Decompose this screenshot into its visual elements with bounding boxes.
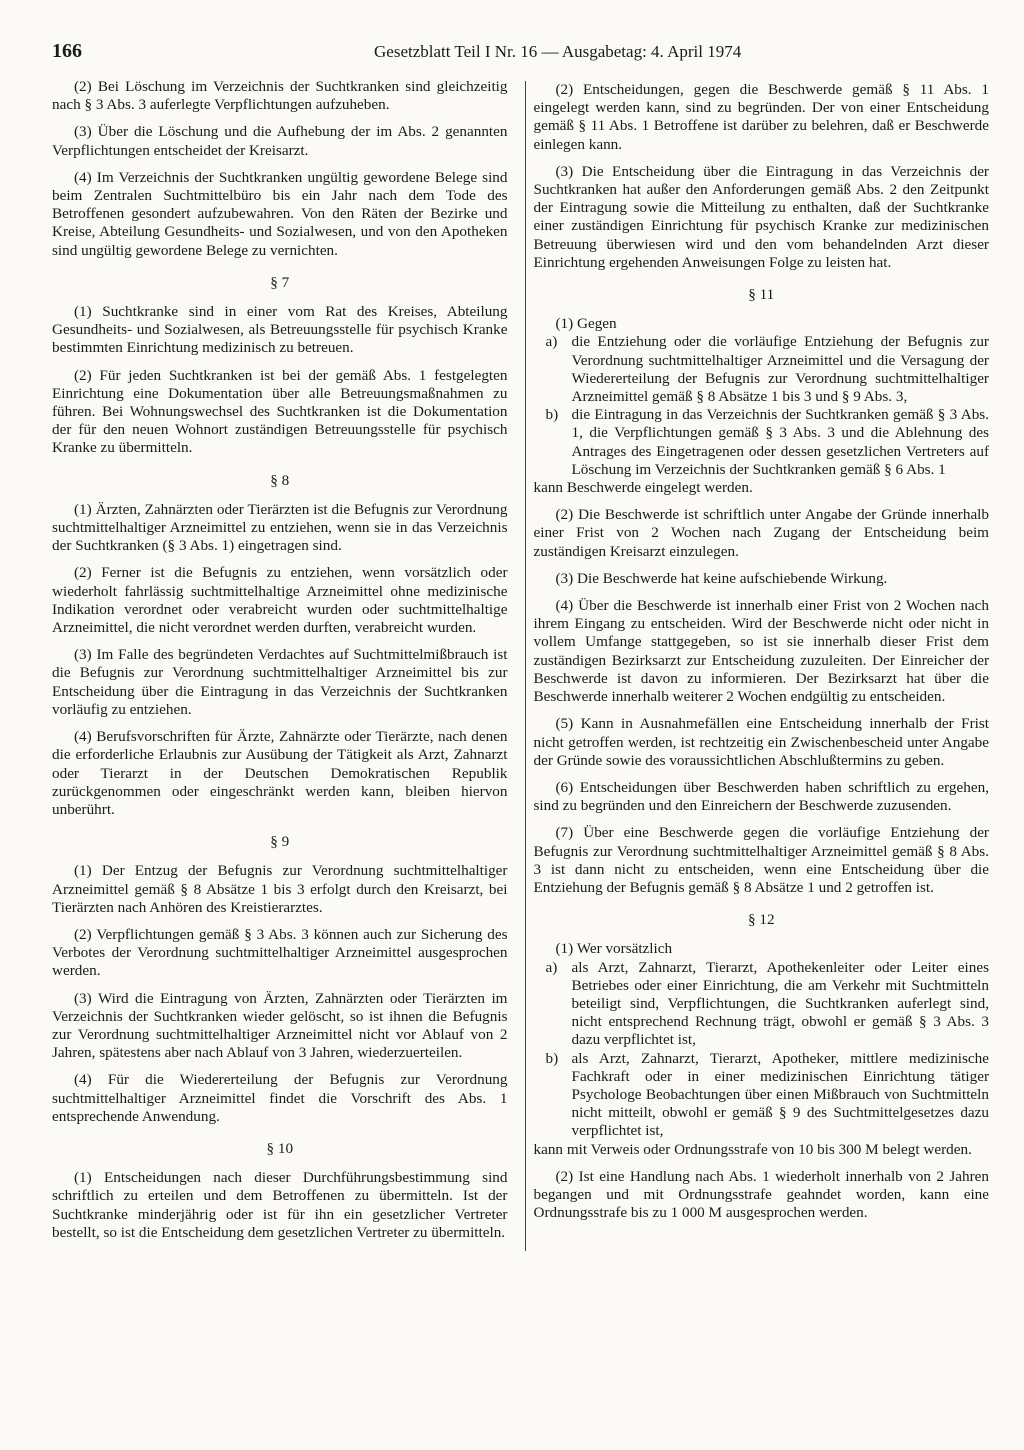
paragraph: (3) Die Entscheidung über die Eintragung in das Verzeichnis der Suchtkranken hat außer den Anforderungen gemäß Abs. 2 den Zeitpunkt der Eintragung sowie die Mitteilung zu enthalten, daß der Suchtkranke einer zuständigen Einrichtung für psychisch Kranke zur medizinischen Betreuung überwiesen wird und den vom behandelnden Arzt dieser Einrichtung ergehenden Anweisungen Folge zu leisten hat. xyxy=(533,162,989,271)
list-item xyxy=(534,1050,990,1141)
list-item xyxy=(534,959,990,1050)
paragraph: (2) Bei Löschung im Verzeichnis der Suchtkranken sind gleichzeitig nach § 3 Abs. 3 auferlegte Verpflichtungen aufzuheben. xyxy=(52,78,508,114)
list-item-text: die Eintragung in das Verzeichnis der Suchtkranken gemäß § 3 Abs. 1, die Verpflichtungen gemäß § 3 Abs. 3 und die Ablehnung des Antrages des Eingetragenen oder dessen gesetzlichen Vertreters auf Löschung im Verzeichnis der Suchtkranken gemäß § 6 Abs. 1 xyxy=(571,406,989,478)
paragraph: (2) Entscheidungen, gegen die Beschwerde gemäß § 11 Abs. 1 eingelegt werden kann, sind zu begründen. Der von einer Entscheidung gemäß § 11 Abs. 1 Betroffene ist darüber zu belehren, daß er Beschwerde einlegen kann. xyxy=(533,81,989,153)
page-number: 166 xyxy=(52,40,82,62)
list-item xyxy=(534,406,990,479)
paragraph: (4) Berufsvorschriften für Ärzte, Zahnärzte oder Tierärzte, nach denen die erforderliche Erlaubnis zur Ausübung der Tätigkeit als Arzt, Zahnarzt oder Tierarzt in der Deutschen Demokratischen Republik zurückgenommen oder eingeschränkt werden kann, bleiben hiervon unberührt. xyxy=(52,728,508,818)
list-item-text: die Entziehung oder die vorläufige Entziehung der Befugnis zur Verordnung suchtmittelhaltiger Arzneimittel und die Versagung der Wiedererteilung der Befugnis zur Verordnung suchtmittelhaltiger Arzneimittel gemäß § 8 Absätze 1 bis 3 und § 9 Abs. 3, xyxy=(571,333,989,406)
section-heading-8: § 8 xyxy=(270,471,290,489)
list-item-label: b) xyxy=(545,406,559,424)
paragraph: (1) Ärzten, Zahnärzten oder Tierärzten ist die Befugnis zur Verordnung suchtmittelhaltiger Arzneimittel zu entziehen, wenn sie in das Verzeichnis der Suchtkranken (§ 3 Abs. 1) eingetragen sind. xyxy=(52,500,508,555)
paragraph: (5) Kann in Ausnahmefällen eine Entscheidung innerhalb der Frist nicht getroffen werden, ist rechtzeitig ein Zwischenbescheid unter Angabe der Gründe sowie des voraussichtlichen Abschlußtermins zu geben. xyxy=(533,715,989,769)
paragraph: (4) Im Verzeichnis der Suchtkranken ungültig gewordene Belege sind beim Zentralen Suchtmittelbüro bis ein Jahr nach dem Tode des Betroffenen gesondert aufzubewahren. Von den Räten der Bezirke und Kreise, Abteilung Gesundheits- und Sozialwesen, und von den Apotheken sind ungültig gewordene Belege zu vernichten. xyxy=(52,168,508,259)
gazette-title: Gesetzblatt Teil I Nr. 16 — Ausgabetag: 4. April 1974 xyxy=(374,42,742,61)
list-item xyxy=(534,333,990,406)
list-11 xyxy=(534,333,990,479)
paragraph: (4) Für die Wiedererteilung der Befugnis zur Verordnung suchtmittelhaltiger Arzneimittel findet die Vorschrift des Abs. 1 entsprechende Anwendung. xyxy=(52,1071,508,1125)
paragraph: (2) Verpflichtungen gemäß § 3 Abs. 3 können auch zur Sicherung des Verbotes der Verordnung suchtmittelhaltiger Arzneimittel ausgesprochen werden. xyxy=(52,925,508,980)
paragraph: (6) Entscheidungen über Beschwerden haben schriftlich zu ergehen, sind zu begründen und den Einreichern der Beschwerde zuzusenden. xyxy=(533,778,989,815)
list-12 xyxy=(534,959,990,1141)
section-heading-10: § 10 xyxy=(266,1139,294,1157)
paragraph: (2) Ist eine Handlung nach Abs. 1 wiederholt innerhalb von 2 Jahren begangen und mit Ordnungsstrafe geahndet worden, kann eine Ordnungsstrafe bis zu 1 000 M ausgesprochen werden. xyxy=(533,1167,989,1222)
paragraph: (1) Entscheidungen nach dieser Durchführungsbestimmung sind schriftlich zu erteilen und dem Betroffenen zu übermitteln. Ist der Suchtkranke minderjährig oder ist für ihn ein gesetzlicher Vertreter bestellt, so ist die Entscheidung dem gesetzlichen Vertreter zu übermitteln. xyxy=(52,1169,508,1241)
paragraph: (4) Über die Beschwerde ist innerhalb einer Frist von 2 Wochen nach ihrem Eingang zu entscheiden. Wird der Beschwerde nicht oder nicht in vollem Umfange stattgegeben, so ist sie innerhalb dieser Frist dem zuständigen Bezirksarzt zur Entscheidung zuzuleiten. Der Einreicher der Beschwerde ist davon zu informieren. Der Bezirksarzt hat über die Beschwerde innerhalb weiterer 2 Wochen endgültig zu entscheiden. xyxy=(533,597,989,706)
paragraph: (3) Wird die Eintragung von Ärzten, Zahnärzten oder Tierärzten im Verzeichnis der Suchtkranken wieder gelöscht, so ist ihnen die Befugnis zur Verordnung suchtmittelhaltiger Arzneimittel nicht vor Ablauf von 2 Jahren, spätestens aber nach Ablauf von 3 Jahren, wiederzuerteilen. xyxy=(52,989,508,1062)
paragraph: (2) Für jeden Suchtkranken ist bei der gemäß Abs. 1 festgelegten Einrichtung eine Dokumentation über alle Betreuungsmaßnahmen zu führen. Bei Wohnungswechsel des Suchtkranken ist die Dokumentation der für den neuen Wohnort zuständigen Betreuungsstelle für psychisch Kranke zu übermitteln. xyxy=(52,366,508,457)
paragraph: (2) Die Beschwerde ist schriftlich unter Angabe der Gründe innerhalb einer Frist von 2 Wochen nach Zugang der Entscheidung beim zuständigen Kreisarzt einzulegen. xyxy=(533,506,989,560)
text-columns xyxy=(52,78,989,1251)
section-heading-9: § 9 xyxy=(270,833,290,851)
paragraph: (3) Im Falle des begründeten Verdachtes auf Suchtmittelmißbrauch ist die Befugnis zur Verordnung suchtmittelhaltiger Arzneimittel bis zur Entscheidung über die Eintragung in das Verzeichnis der Suchtkranken vorläufig zu entziehen. xyxy=(52,646,508,718)
paragraph: (3) Die Beschwerde hat keine aufschiebende Wirkung. xyxy=(555,569,888,587)
section-heading-11: § 11 xyxy=(748,286,775,304)
paragraph: (7) Über eine Beschwerde gegen die vorläufige Entziehung der Befugnis zur Verordnung suchtmittelhaltiger Arzneimittel gemäß § 8 Abs. 3 ist dann nicht zu entscheiden, wenn eine Entscheidung über die Entziehung der Befugnis gemäß § 8 Absätze 1 und 2 getroffen ist. xyxy=(533,824,989,896)
paragraph: (2) Ferner ist die Befugnis zu entziehen, wenn vorsätzlich oder wiederholt fahrlässig suchtmittelhaltige Arzneimittel ohne medizinische Indikation verordnet oder verabreicht wurden oder suchtmittelhaltige Arzneimittel, die nicht verordnet werden durften, verabreicht wurden. xyxy=(52,564,508,637)
list-intro: (1) Wer vorsätzlich xyxy=(555,940,673,958)
list-intro: (1) Gegen xyxy=(555,315,617,333)
list-outro: kann Beschwerde eingelegt werden. xyxy=(533,479,753,497)
right-column xyxy=(525,81,990,1251)
list-item-label: a) xyxy=(545,958,558,976)
list-item-label: a) xyxy=(545,333,558,351)
section-heading-7: § 7 xyxy=(270,273,290,291)
list-outro: kann mit Verweis oder Ordnungsstrafe von 10 bis 300 M belegt werden. xyxy=(533,1140,972,1158)
page-header xyxy=(52,40,989,78)
section-heading-12: § 12 xyxy=(747,911,775,929)
list-item-label: b) xyxy=(545,1049,559,1067)
paragraph: (1) Suchtkranke sind in einer vom Rat des Kreises, Abteilung Gesundheits- und Sozialwesen, als Betreuungsstelle für psychisch Kranke bestimmten Einrichtung medizinisch zu betreuen. xyxy=(52,303,508,357)
paragraph: (3) Über die Löschung und die Aufhebung der im Abs. 2 genannten Verpflichtungen entscheidet der Kreisarzt. xyxy=(52,123,508,159)
list-item-text: als Arzt, Zahnarzt, Tierarzt, Apothekenleiter oder Leiter eines Betriebes oder einer Einrichtung, die am Verkehr mit Suchtmitteln beteiligt sind, Verpflichtungen, die Suchtkranken auferlegt sind, nicht entsprechend Rechnung trägt, obwohl er gemäß § 3 Abs. 3 dazu verpflichtet ist, xyxy=(571,958,989,1049)
left-column xyxy=(52,78,508,1251)
list-item-text: als Arzt, Zahnarzt, Tierarzt, Apotheker, mittlere medizinische Fachkraft oder in einer medizinischen Einrichtung tätiger Psychologe Beobachtungen über einen Mißbrauch von Suchtmitteln nicht mitteilt, obwohl er gemäß § 9 des Suchtmittelgesetzes dazu verpflichtet ist, xyxy=(571,1049,989,1140)
paragraph: (1) Der Entzug der Befugnis zur Verordnung suchtmittelhaltiger Arzneimittel gemäß § 8 Absätze 1 bis 3 erfolgt durch den Kreisarzt, bei Tierärzten nach Anhören des Kreistierarztes. xyxy=(52,862,508,916)
